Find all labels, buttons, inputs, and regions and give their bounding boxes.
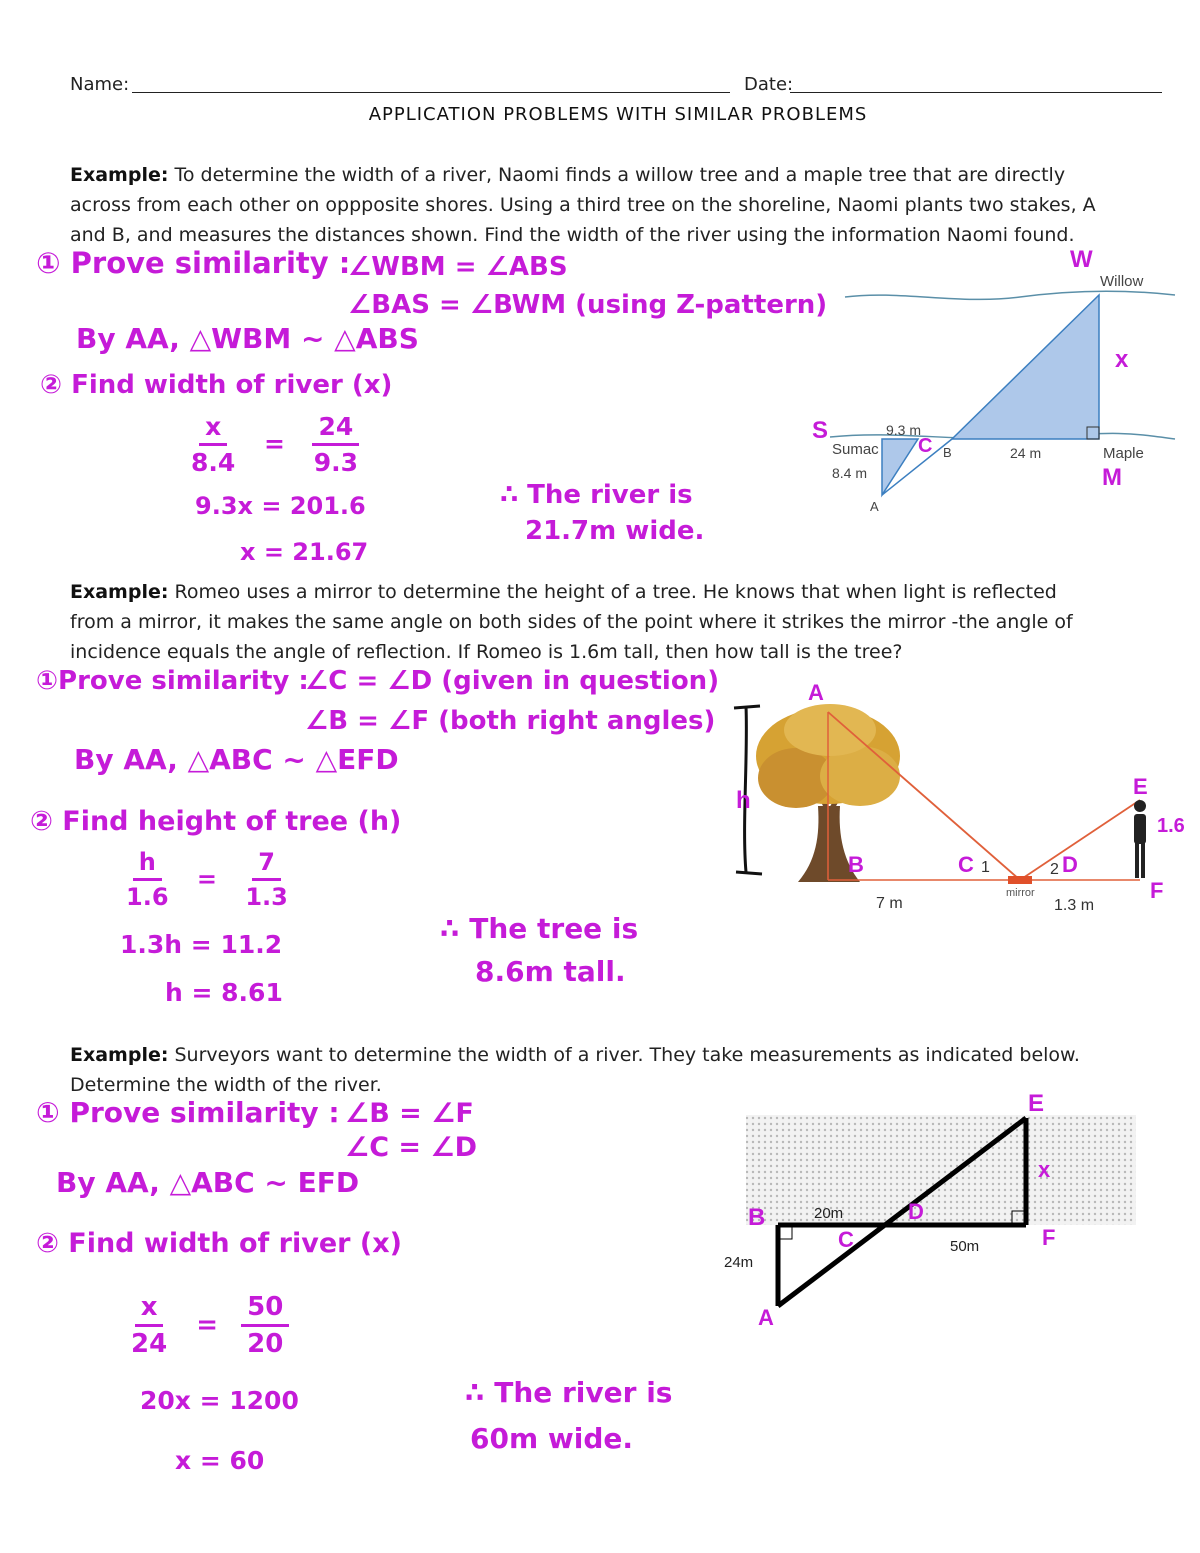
hw-label-d: D — [908, 1199, 924, 1224]
example-label: Example: — [70, 581, 169, 603]
hw-label-a: A — [808, 680, 824, 705]
page-title: APPLICATION PROBLEMS WITH SIMILAR PROBLEMS — [368, 104, 868, 125]
hw-label-h: h — [736, 787, 751, 814]
hw-label-f: F — [1042, 1225, 1056, 1250]
hw-label-b: B — [848, 852, 864, 877]
hw-label-c: C — [958, 852, 974, 877]
distance-label: 50m — [950, 1238, 980, 1255]
date-field[interactable] — [790, 92, 1162, 93]
mirror-diagram — [720, 676, 1195, 916]
hw-angle-2: ∠BAS = ∠BWM (using Z-pattern) — [348, 290, 828, 320]
text-line: incidence equals the angle of reflection. If Romeo is 1.6m tall, then how tall is the tree? — [70, 641, 903, 663]
distance-label: 1.3 m — [1054, 897, 1095, 914]
hw-step-2: ② Find width of river (x) — [40, 370, 393, 400]
hw-step-2: ② Find width of river (x) — [36, 1228, 402, 1259]
text-line: Determine the width of the river. — [70, 1074, 382, 1096]
distance-label: 8.4 m — [832, 465, 868, 481]
hw-proportion: $\frac{h}{1.6}$ = $\frac{7}{1.3}$ — [126, 848, 288, 911]
hw-solution: h = 8.61 — [165, 978, 283, 1007]
distance-label: 20m — [814, 1205, 844, 1222]
mirror-label: mirror — [1006, 887, 1035, 899]
hw-label-a: A — [758, 1305, 774, 1330]
hw-angle-2: ∠C = ∠D — [345, 1132, 478, 1163]
hw-conclusion-1: ∴ The tree is — [440, 912, 639, 945]
example-label: Example: — [70, 164, 169, 186]
sumac-label: Sumac — [832, 441, 879, 458]
angle-label-2: 2 — [1050, 861, 1059, 878]
name-field[interactable] — [132, 92, 730, 93]
hw-conclusion-2: 60m wide. — [470, 1422, 634, 1455]
hw-step-1: ① Prove similarity : — [36, 1096, 340, 1129]
distance-label: 24m — [724, 1254, 754, 1271]
text-line: Romeo uses a mirror to determine the height of a tree. He knows that when light is reflected — [174, 581, 1057, 603]
hw-label-c: C — [838, 1227, 854, 1252]
point-label-a: A — [870, 499, 879, 514]
hw-label-x: x — [1038, 1157, 1051, 1182]
hw-label-f: F — [1150, 878, 1164, 903]
hw-step-1: ① Prove similarity : — [36, 246, 351, 280]
hw-aa: By AA, △WBM ~ △ABS — [76, 322, 419, 355]
hw-label-w: W — [1070, 246, 1093, 273]
hw-conclusion-1: ∴ The river is — [465, 1376, 673, 1409]
hw-label-e: E — [1133, 774, 1148, 799]
hw-label-e: E — [1028, 1090, 1045, 1117]
hw-step-1: ①Prove similarity : — [36, 666, 309, 696]
hw-person-height: 1.6 — [1157, 815, 1185, 837]
hw-solution: x = 21.67 — [240, 538, 369, 566]
hw-label-x: x — [1115, 346, 1129, 373]
hw-equation: 1.3h = 11.2 — [120, 930, 283, 959]
hw-solution: x = 60 — [175, 1446, 265, 1475]
hw-aa: By AA, △ABC ~ EFD — [56, 1166, 360, 1199]
hw-conclusion-2: 8.6m tall. — [475, 955, 626, 988]
triangle-wbm — [952, 295, 1099, 439]
example-1-text — [70, 160, 1170, 250]
distance-label: 9.3 m — [886, 422, 922, 438]
hw-angle-1: ∠B = ∠F — [345, 1098, 474, 1129]
triangle-abs — [882, 439, 918, 495]
hw-conclusion-2: 21.7m wide. — [525, 516, 705, 546]
hw-step-2: ② Find height of tree (h) — [30, 806, 402, 837]
right-angle-mark — [780, 1227, 792, 1239]
hw-proportion: $\frac{x}{24}$ = $\frac{50}{20}$ — [125, 1292, 289, 1359]
person-icon — [1134, 800, 1146, 878]
hw-label-d: D — [1062, 852, 1078, 877]
willow-label: Willow — [1100, 273, 1144, 290]
surveyor-diagram — [720, 1085, 1150, 1330]
date-label: Date: — [744, 74, 794, 95]
hw-label-b: B — [748, 1204, 766, 1231]
hw-label-m: M — [1102, 464, 1122, 491]
river-area — [746, 1115, 1136, 1225]
hw-angle-2: ∠B = ∠F (both right angles) — [305, 706, 716, 736]
angle-label-1: 1 — [981, 859, 990, 876]
text-line: Surveyors want to determine the width of a river. They take measurements as indicated below. — [174, 1044, 1080, 1066]
distance-label: 24 m — [1010, 445, 1042, 461]
text-line: To determine the width of a river, Naomi finds a willow tree and a maple tree that are directly — [174, 164, 1066, 186]
hw-angle-1: ∠C = ∠D (given in question) — [305, 666, 720, 696]
hw-label-c: C — [918, 435, 933, 457]
far-shore — [845, 291, 1175, 299]
text-line: from a mirror, it makes the same angle on both sides of the point where it strikes the mirror -the angle of — [70, 611, 1073, 633]
hw-equation: 20x = 1200 — [140, 1386, 299, 1415]
hw-proportion: $\frac{x}{8.4}$ = $\frac{24}{9.3}$ — [191, 412, 358, 477]
example-2-text — [70, 577, 1170, 667]
hw-equation: 9.3x = 201.6 — [195, 492, 366, 520]
hw-conclusion-1: ∴ The river is — [500, 480, 693, 510]
reflected-ray — [1020, 800, 1140, 880]
mirror-icon — [1008, 876, 1032, 884]
example-label: Example: — [70, 1044, 169, 1066]
distance-label: 7 m — [876, 895, 903, 912]
hw-label-s: S — [812, 417, 829, 444]
maple-label: Maple — [1103, 445, 1144, 462]
river-diagram-1 — [800, 245, 1180, 525]
point-label-b: B — [943, 445, 952, 460]
hw-aa: By AA, △ABC ~ △EFD — [74, 743, 399, 776]
hw-angle-1: ∠WBM = ∠ABS — [348, 252, 568, 282]
name-label: Name: — [70, 74, 130, 95]
text-line: and B, and measures the distances shown. Find the width of the river using the information Naomi found. — [70, 224, 1075, 246]
text-line: across from each other on oppposite shores. Using a third tree on the shoreline, Naomi plants two stakes, A — [70, 194, 1096, 216]
